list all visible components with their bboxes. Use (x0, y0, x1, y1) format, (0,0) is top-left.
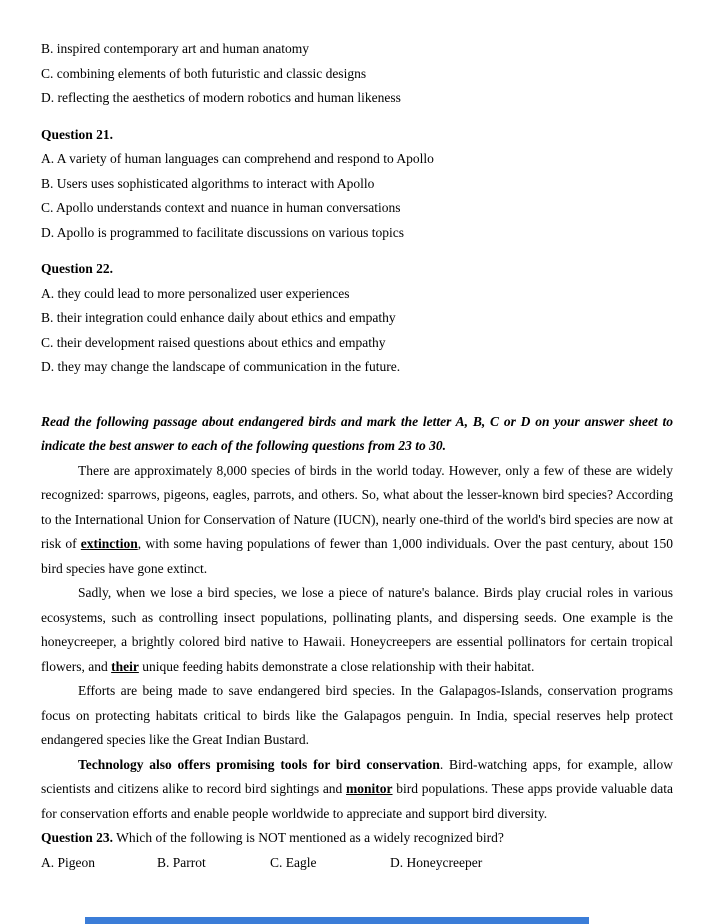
passage-paragraph: There are approximately 8,000 species of birds in the world today. However, only a few of these are widely recognized: sparrows, pigeons, eagles, parrots, and others. So, what about the lesser-known bird species? According to the International Union for Conservation of Nature (IUCN), nearly one-third of the world's bird species are now at risk of extinction, with some having populations of fewer than 1,000 individuals. Over the past century, about 150 bird species have gone extinct. (41, 462, 673, 576)
passage-paragraph: Technology also offers promising tools for bird conservation. Bird-watching apps, for example, allow scientists and citizens alike to record bird sightings and monitor bird populations. These apps provide valuable data for conservation efforts and enable people worldwide to appreciate and support bird diversity. (41, 756, 673, 821)
question-23-text: Which of the following is NOT mentioned as a widely recognized bird? (113, 830, 504, 845)
answer-option: A. Pigeon (41, 854, 95, 870)
answer-option: C. their development raised questions about ethics and empathy (41, 334, 386, 350)
bottom-accent-bar (85, 917, 589, 924)
passage-paragraph: Sadly, when we lose a bird species, we lose a piece of nature's balance. Birds play crucial roles in various ecosystems, such as controlling insect populations, pollinating plants, and dispersing seeds. One example is the honeycreeper, a brightly colored bird native to Hawaii. Honeycreepers are essential pollinators for certain tropical flowers, and their unique feeding habits demonstrate a close relationship with their habitat. (41, 585, 673, 674)
answer-option: C. Eagle (270, 854, 317, 870)
question-21-label: Question 21. (41, 126, 114, 142)
question-23-label: Question 23. (41, 830, 114, 845)
answer-option: D. reflecting the aesthetics of modern robotics and human likeness (41, 90, 401, 105)
question-23 (41, 826, 673, 851)
answer-option: C. Apollo understands context and nuance in human conversations (41, 200, 401, 215)
question-23-options (41, 851, 673, 876)
reading-instruction: Read the following passage about endangered birds and mark the letter A, B, C or D on your answer sheet to indicate the best answer to each of the following questions from 23 to 30. (41, 413, 673, 453)
answer-option: D. Honeycreeper (390, 854, 483, 870)
answer-option: B. inspired contemporary art and human anatomy (41, 41, 310, 56)
passage-paragraph: Efforts are being made to save endangered bird species. In the Galapagos-Islands, conservation programs focus on protecting habitats critical to birds like the Galapagos penguin. In India, special reserves help protect endangered species like the Great Indian Bustard. (41, 683, 673, 747)
answer-option: B. Parrot (157, 854, 206, 870)
answer-option: B. their integration could enhance daily about ethics and empathy (41, 310, 396, 325)
answer-option: D. Apollo is programmed to facilitate discussions on various topics (41, 224, 404, 240)
answer-option: A. A variety of human languages can comprehend and respond to Apollo (41, 151, 434, 166)
answer-option: C. combining elements of both futuristic and classic designs (41, 65, 367, 81)
question-22-label: Question 22. (41, 261, 114, 276)
answer-option: D. they may change the landscape of communication in the future. (41, 359, 401, 374)
answer-option: B. Users uses sophisticated algorithms to interact with Apollo (41, 175, 375, 191)
answer-option: A. they could lead to more personalized user experiences (41, 285, 350, 301)
